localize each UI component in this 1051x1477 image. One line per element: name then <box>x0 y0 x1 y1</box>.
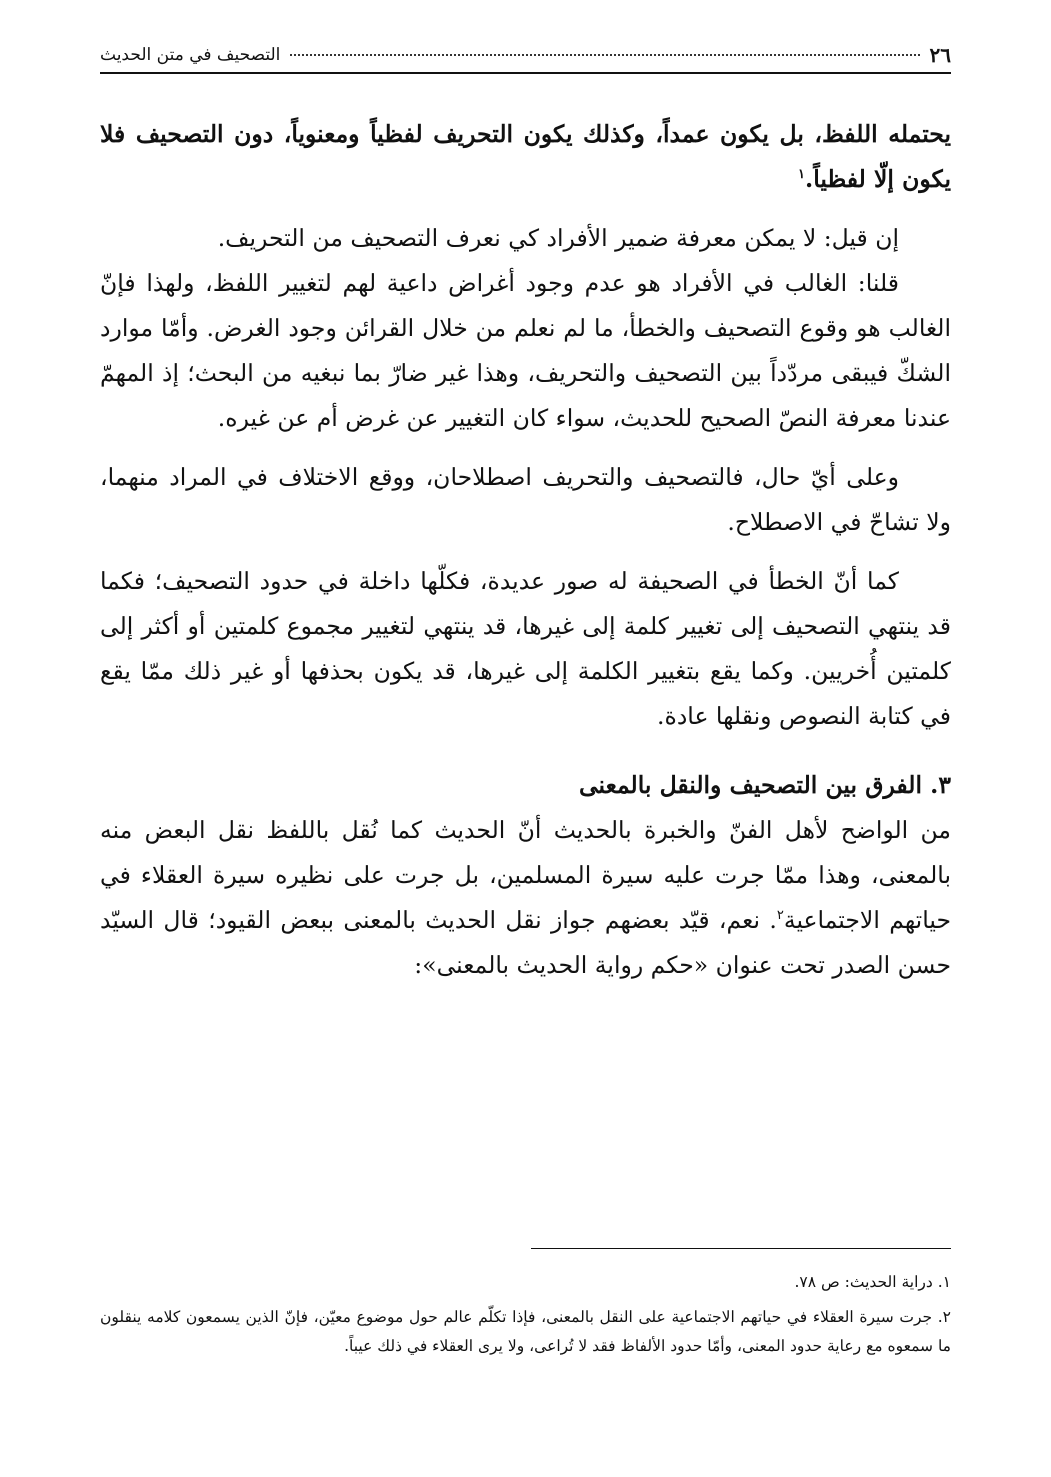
paragraph-reply: قلنا: الغالب في الأفراد هو عدم وجود أغراض داعية لهم لتغيير اللفظ، ولهذا فإنّ الغالب هو وقوع التصحيف والخطأ، ما لم نعلم من خلال القرائن وجود الغرض. وأمّا موارد الشكّ فيبقى مردّداً بين التصحيف والتحريف، وهذا غير ضارّ بما نبغيه من البحث؛ إذ المهمّ عندنا معرفة النصّ الصحيح للحديث، سواء كان التغيير عن غرض أم عن غيره. <box>100 269 951 432</box>
running-title: التصحيف في متن الحديث <box>100 45 281 65</box>
footnote-ref-1[interactable]: ١ <box>798 167 806 183</box>
footnote-1: ١. دراية الحديث: ص ٧٨. <box>794 1273 951 1291</box>
paragraph-continuation-text: يحتمله اللفظ، بل يكون عمداً، وكذلك يكون التحريف لفظياً ومعنوياً، دون التصحيف فلا يكون إلّا لفظياً. <box>100 120 951 193</box>
paragraph-continuation <box>100 112 951 202</box>
footnotes <box>100 1268 951 1367</box>
paragraph-objection: إن قيل: لا يمكن معرفة ضمير الأفراد كي نعرف التصحيف من التحريف. <box>217 224 899 252</box>
paragraph-transmission <box>100 808 951 988</box>
paragraph-transmission-text-b: . نعم، قيّد بعضهم جواز نقل الحديث بالمعنى ببعض القيود؛ قال السيّد حسن الصدر تحت عنوان «حكم رواية الحديث بالمعنى»: <box>100 906 951 979</box>
running-header <box>100 40 951 70</box>
section-heading: ٣. الفرق بين التصحيف والنقل بالمعنى <box>578 771 951 799</box>
paragraph-terminology: وعلى أيّ حال، فالتصحيف والتحريف اصطلاحان، ووقع الاختلاف في المراد منهما، ولا تشاحّ في الاصطلاح. <box>100 463 951 536</box>
paragraph-transmission-text-a: من الواضح لأهل الفنّ والخبرة بالحديث أنّ الحديث كما نُقل باللفظ نقل البعض منه بالمعنى، وهذا ممّا جرت عليه سيرة المسلمين، بل جرت على نظيره سيرة العقلاء في حياتهم الاجتماعية <box>100 816 951 934</box>
footnote-rule <box>531 1248 951 1249</box>
header-dot-leader <box>290 54 919 56</box>
header-rule <box>100 72 951 74</box>
page-number: ٢٦ <box>929 43 951 67</box>
footnote-2: ٢. جرت سيرة العقلاء في حياتهم الاجتماعية على النقل بالمعنى، فإذا تكلّم عالم حول موضوع معيّن، فإنّ الذين يسمعون كلامه ينقلون ما سمعوه مع رعاية حدود المعنى، وأمّا حدود الألفاظ فقد لا تُراعى، ولا يرى العقلاء في ذلك عيباً. <box>100 1308 951 1355</box>
main-text <box>100 112 951 1002</box>
footnote-ref-2[interactable]: ٢ <box>776 908 784 924</box>
paragraph-forms: كما أنّ الخطأ في الصحيفة له صور عديدة، فكلّها داخلة في حدود التصحيف؛ فكما قد ينتهي التصحيف إلى تغيير كلمة إلى غيرها، قد ينتهي لتغيير مجموع كلمتين أو أكثر إلى كلمتين أُخريين. وكما يقع بتغيير الكلمة إلى غيرها، قد يكون بحذفها أو غير ذلك ممّا يقع في كتابة النصوص ونقلها عادة. <box>100 567 951 730</box>
